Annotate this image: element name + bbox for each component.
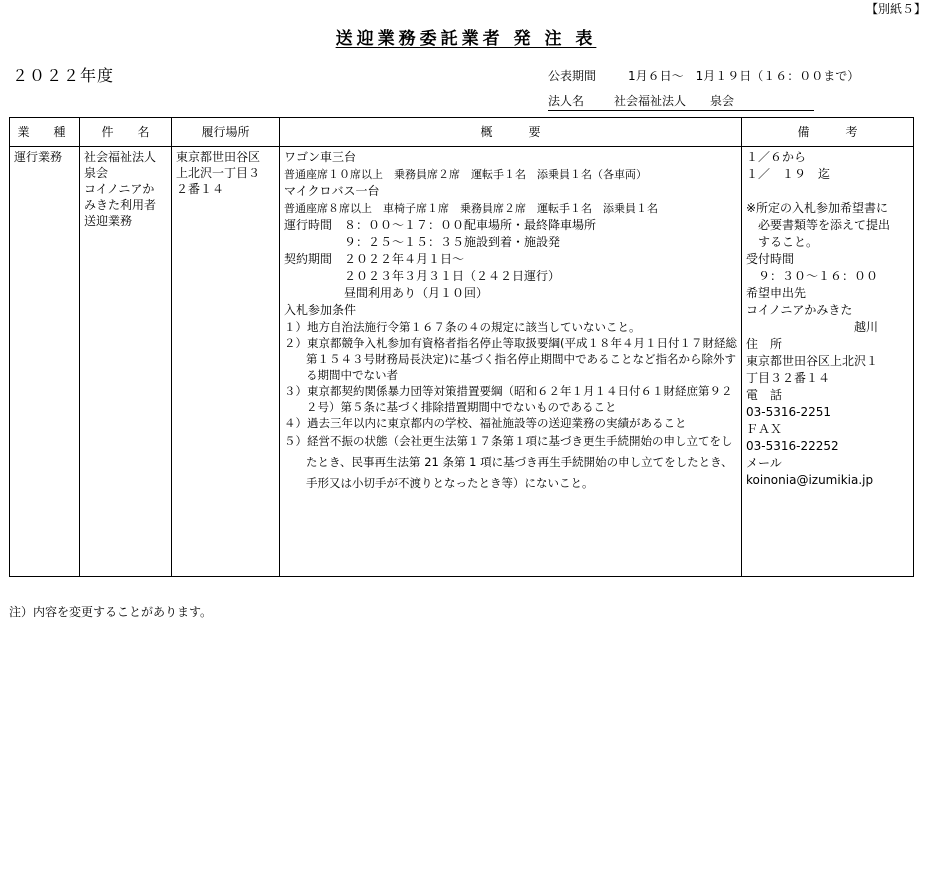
remarks-line: 希望申出先 bbox=[746, 286, 807, 300]
overview-line: 普通座席１０席以上 乗務員席２席 運転手１名 添乗員１名（各車両） bbox=[284, 168, 647, 181]
remarks-line: １／ １９ 迄 bbox=[746, 167, 831, 181]
appendix-label: 【別紙５】 bbox=[865, 2, 926, 16]
remarks-line: 必要書類等を添えて提出 bbox=[746, 218, 891, 232]
remarks-line: 越川 bbox=[746, 320, 879, 334]
corporation-row bbox=[548, 92, 814, 111]
remarks-line: すること。 bbox=[746, 235, 819, 249]
location-line: ２番１４ bbox=[176, 182, 225, 196]
subject-line: 泉会 bbox=[84, 166, 109, 180]
overview-line: ２０２３年３月３１日（２４２日運行） bbox=[284, 269, 561, 283]
overview-line: 普通座席８席以上 車椅子席１席 乗務員席２席 運転手１名 添乗員１名 bbox=[284, 202, 658, 215]
remarks-line: 03-5316-22252 bbox=[746, 439, 839, 453]
remarks-line: ９：３０～１６：００ bbox=[746, 269, 879, 283]
publication-period-label: 公表期間 bbox=[548, 69, 597, 83]
footnote: 注）内容を変更することがあります。 bbox=[9, 605, 213, 619]
location-line: 上北沢一丁目３ bbox=[176, 166, 261, 180]
corporation-label: 法人名 bbox=[548, 94, 585, 108]
condition-item: ５）経営不振の状態（会社更生法第１７条第１項に基づき更生手続開始の申し立てをしたとき、民事再生法第 21 条第 1 項に基づき再生手続開始の申し立てをしたとき、手形又は小切手が不渡りとなったとき等）にないこと。 bbox=[284, 434, 733, 490]
remarks-line: ＦＡＸ bbox=[746, 422, 783, 436]
remarks-line: 住 所 bbox=[746, 337, 783, 351]
remarks-line: 東京都世田谷区上北沢１ bbox=[746, 354, 879, 368]
remarks-line: koinonia@izumikia.jp bbox=[746, 473, 874, 487]
header-subject: 件 名 bbox=[80, 118, 172, 147]
overview-line: ９：２５～１５：３５施設到着・施設発 bbox=[284, 235, 561, 249]
subject-line: 社会福祉法人 bbox=[84, 150, 157, 164]
remarks-line bbox=[746, 183, 909, 200]
cell-location bbox=[172, 147, 280, 577]
remarks-line: 丁目３２番１４ bbox=[746, 371, 831, 385]
remarks-line: 受付時間 bbox=[746, 252, 795, 266]
subject-line: みきた利用者 bbox=[84, 198, 157, 212]
overview-line: マイクロバス一台 bbox=[284, 184, 380, 198]
order-table bbox=[9, 117, 914, 577]
remarks-line: １／６から bbox=[746, 150, 807, 164]
subject-line: コイノニアか bbox=[84, 182, 155, 196]
conditions-list bbox=[284, 319, 737, 494]
remarks-line: 電 話 bbox=[746, 388, 783, 402]
location-line: 東京都世田谷区 bbox=[176, 150, 261, 164]
header-overview: 概 要 bbox=[280, 118, 742, 147]
remarks-line: 03-5316-2251 bbox=[746, 405, 832, 419]
remarks-line: コイノニアかみきた bbox=[746, 303, 853, 317]
condition-item: ３）東京都契約関係暴力団等対策措置要綱（昭和６２年１月１４日付６１財経庶第９２２号）第５条に基づく排除措置期間中でないものであること bbox=[284, 384, 733, 414]
table-header-row bbox=[10, 118, 914, 147]
header-remarks: 備 考 bbox=[742, 118, 914, 147]
overview-line: 運行時間 ８：００～１７：００配車場所・最終降車場所 bbox=[284, 218, 597, 232]
table-row bbox=[10, 147, 914, 577]
document-title: 送迎業務委託業者 発 注 表 bbox=[335, 29, 597, 49]
cell-category: 運行業務 bbox=[10, 147, 80, 577]
overview-line: ワゴン車三台 bbox=[284, 150, 357, 164]
condition-item: ４）過去三年以内に東京都内の学校、福祉施設等の送迎業務の実績があること bbox=[284, 416, 687, 430]
subject-line: 送迎業務 bbox=[84, 214, 133, 228]
cell-subject bbox=[80, 147, 172, 577]
fiscal-year: ２０２２年度 bbox=[12, 66, 115, 85]
header-location: 履行場所 bbox=[172, 118, 280, 147]
publication-period-value: 1月６日～ 1月１９日（１６：００まで） bbox=[628, 69, 860, 83]
condition-item: ２）東京都競争入札参加有資格者指名停止等取扱要綱(平成１８年４月１日付１７財経総第１５４３号財務局長決定)に基づく指名停止期間中であることなど指名から除外する期間中でない者 bbox=[284, 336, 737, 382]
conditions-heading: 入札参加条件 bbox=[284, 303, 357, 317]
overview-line: 契約期間 ２０２２年４月１日～ bbox=[284, 252, 465, 266]
cell-remarks bbox=[742, 147, 914, 577]
condition-item: １）地方自治法施行令第１６７条の４の規定に該当していないこと。 bbox=[284, 320, 641, 334]
remarks-line: ※所定の入札参加希望書に bbox=[746, 201, 889, 215]
overview-line: 昼間利用あり（月１０回） bbox=[284, 286, 489, 300]
cell-overview bbox=[280, 147, 742, 577]
header-category: 業 種 bbox=[10, 118, 80, 147]
remarks-line: メール bbox=[746, 456, 782, 470]
document-title-container bbox=[0, 24, 932, 49]
corporation-value: 社会福祉法人 泉会 bbox=[614, 94, 735, 108]
